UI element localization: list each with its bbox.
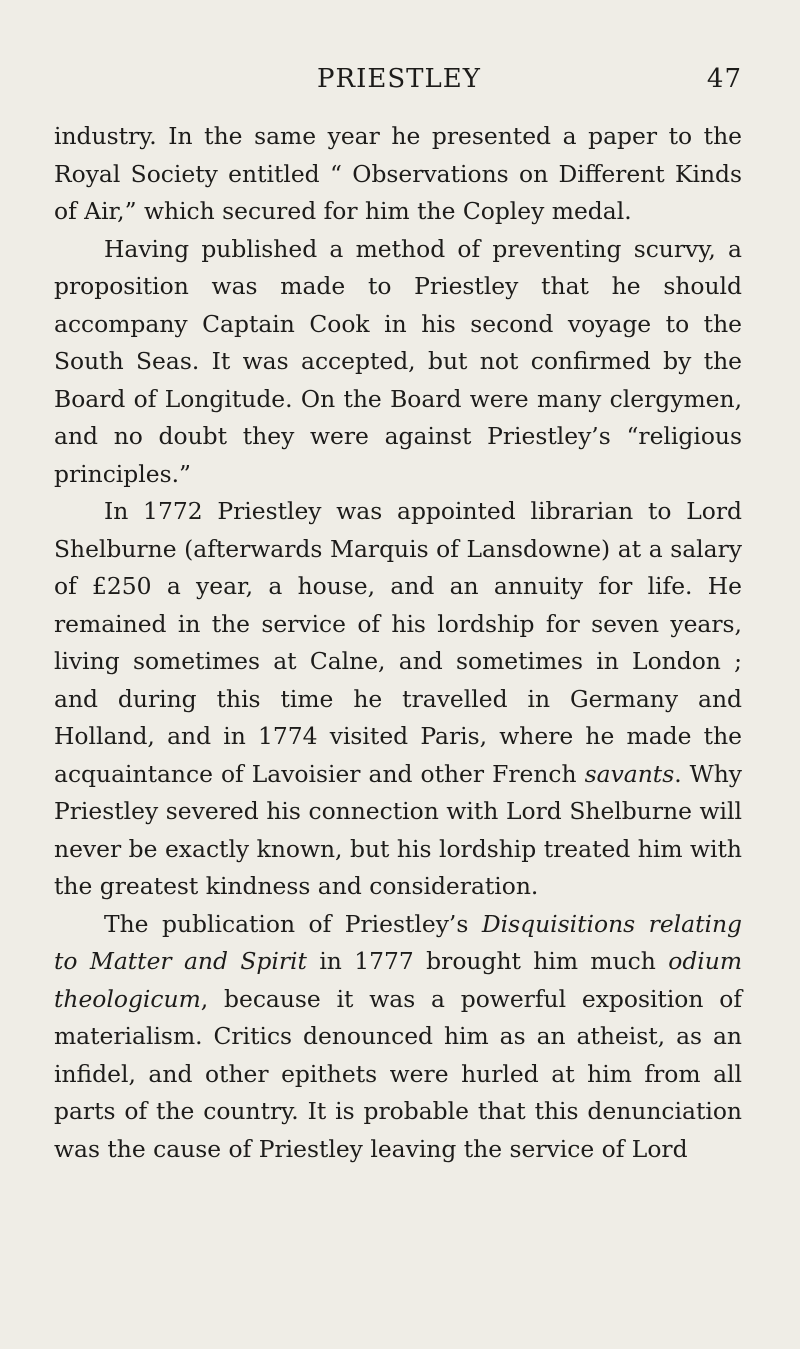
odium-theologicum-italic: odium theologicum [54,947,743,1013]
paragraph-3 [54,493,742,906]
paragraph-4 [54,906,742,1169]
body-text [54,118,742,1168]
savants-italic: savants [584,759,675,788]
paragraph-3-text: In 1772 Priestley was appointed librarian to Lord Shelburne (afterwards Marquis of Lansdowne) at a salary of £250 a year, a house, and an annuity for life. He remained in the service of his lordship for seven years, living sometimes at Calne, and sometimes in London ; and during this time he travelled in Germany and Holland, and in 1774 visited Paris, where he made the acquaintance of Lavoisier and other French [54,497,742,788]
paragraph-4-lead: The publication of Priestley’s [104,909,469,938]
paragraph-3-continuation: . Why Priestley severed his connection with Lord Shelburne will never be exactly known, but his lordship treated him with the greatest kindness and consideration. [54,759,742,900]
page-number: 47 [706,64,742,94]
book-title-italic: Disquisitions relating to Matter and Spirit [54,909,743,975]
paragraph-2: Having published a method of preventing scurvy, a proposition was made to Priestley that he should accompany Captain Cook in his second voyage to the South Seas. It was accepted, but not confirmed by the Board of Longitude. On the Board were many clergymen, and no doubt they were against Priestley’s “religious principles.” [54,234,742,488]
running-title: PRIESTLEY [317,64,481,94]
running-head [56,64,742,104]
paragraph-4-rest: , because it was a powerful exposition of materialism. Critics denounced him as an atheist, as an infidel, and other epithets were hurled at him from all parts of the country. It is probable that this denunciation was the cause of Priestley leaving the service of Lord [54,984,742,1163]
paragraph-4-middle: in 1777 brought him much [319,947,656,975]
paragraph-1: industry. In the same year he presented a paper to the Royal Society entitled “ Observations on Different Kinds of Air,” which secured for him the Copley medal. [54,122,742,225]
